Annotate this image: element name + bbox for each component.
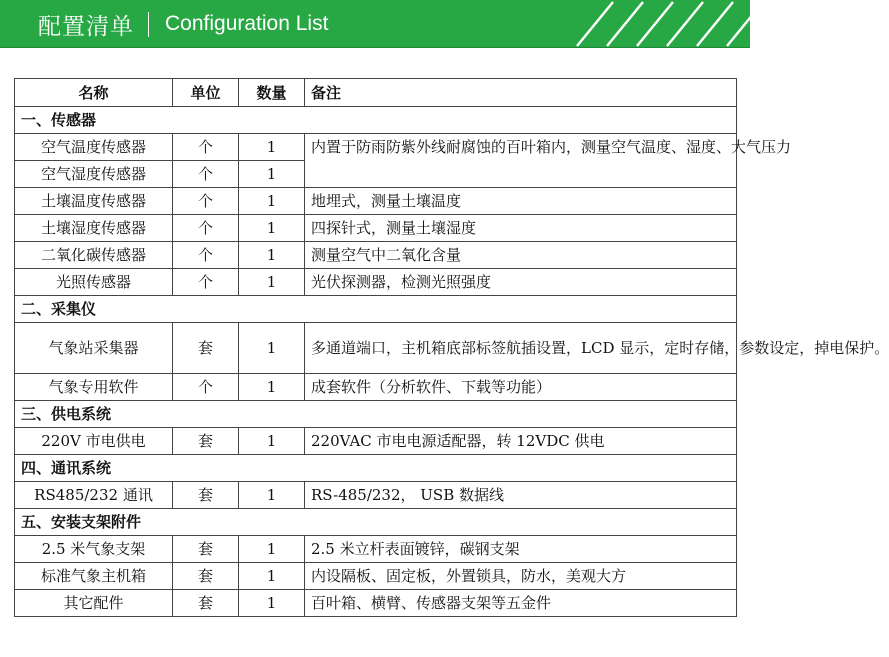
- item-unit: 个: [173, 374, 239, 401]
- item-name: 光照传感器: [15, 269, 173, 296]
- column-header-qty: 数量: [239, 79, 305, 107]
- item-note: 多通道端口，主机箱底部标签航插设置，LCD 显示，定时存储，参数设定，掉电保护。: [305, 323, 737, 374]
- item-qty: 1: [239, 242, 305, 269]
- item-name: 空气湿度传感器: [15, 161, 173, 188]
- item-note: 光伏探测器，检测光照强度: [305, 269, 737, 296]
- item-qty: 1: [239, 482, 305, 509]
- item-unit: 套: [173, 590, 239, 617]
- section-row: [15, 296, 737, 323]
- configuration-table: [14, 78, 889, 617]
- item-name: 土壤湿度传感器: [15, 215, 173, 242]
- page-title-cn: 配置清单: [38, 14, 134, 40]
- item-unit: 个: [173, 188, 239, 215]
- item-name: 土壤温度传感器: [15, 188, 173, 215]
- item-unit: 个: [173, 134, 239, 161]
- item-note: 220VAC 市电电源适配器，转 12VDC 供电: [305, 428, 737, 455]
- table-row: [15, 374, 737, 401]
- item-note: 内置于防雨防紫外线耐腐蚀的百叶箱内，测量空气温度、湿度、大气压力: [305, 134, 737, 188]
- diagonal-stripes-decoration: [555, 0, 750, 48]
- section-title: 三、供电系统: [15, 401, 737, 428]
- section-row: [15, 455, 737, 482]
- item-qty: 1: [239, 563, 305, 590]
- item-name: 二氧化碳传感器: [15, 242, 173, 269]
- table-row: [15, 134, 737, 161]
- item-unit: 个: [173, 215, 239, 242]
- section-title: 一、传感器: [15, 107, 737, 134]
- item-name: 220V 市电供电: [15, 428, 173, 455]
- table-row: [15, 215, 737, 242]
- item-unit: 个: [173, 242, 239, 269]
- item-name: 2.5 米气象支架: [15, 536, 173, 563]
- table-row: [15, 482, 737, 509]
- section-row: [15, 401, 737, 428]
- item-note: 地埋式，测量土壤温度: [305, 188, 737, 215]
- page-title-en: Configuration List: [165, 12, 329, 35]
- item-name: 标准气象主机箱: [15, 563, 173, 590]
- item-name: 其它配件: [15, 590, 173, 617]
- item-note: 测量空气中二氧化含量: [305, 242, 737, 269]
- item-unit: 套: [173, 482, 239, 509]
- item-note: 四探针式，测量土壤湿度: [305, 215, 737, 242]
- table-row: [15, 563, 737, 590]
- section-row: [15, 107, 737, 134]
- table-row: [15, 428, 737, 455]
- section-title: 二、采集仪: [15, 296, 737, 323]
- item-name: RS485/232 通讯: [15, 482, 173, 509]
- item-note: 百叶箱、横臂、传感器支架等五金件: [305, 590, 737, 617]
- item-qty: 1: [239, 269, 305, 296]
- table-row: [15, 242, 737, 269]
- table-row: [15, 536, 737, 563]
- item-qty: 1: [239, 428, 305, 455]
- item-qty: 1: [239, 161, 305, 188]
- column-header-unit: 单位: [173, 79, 239, 107]
- item-qty: 1: [239, 374, 305, 401]
- header-banner: [0, 0, 750, 48]
- item-unit: 个: [173, 161, 239, 188]
- title-divider: [148, 12, 149, 37]
- table-row: [15, 323, 737, 374]
- item-note: 内设隔板、固定板，外置锁具，防水，美观大方: [305, 563, 737, 590]
- table-header-row: [15, 79, 737, 107]
- item-qty: 1: [239, 590, 305, 617]
- item-name: 空气温度传感器: [15, 134, 173, 161]
- section-title: 四、通讯系统: [15, 455, 737, 482]
- table-row: [15, 590, 737, 617]
- item-note: RS-485/232， USB 数据线: [305, 482, 737, 509]
- item-unit: 个: [173, 269, 239, 296]
- item-unit: 套: [173, 428, 239, 455]
- section-title: 五、安装支架附件: [15, 509, 737, 536]
- item-qty: 1: [239, 215, 305, 242]
- item-unit: 套: [173, 536, 239, 563]
- column-header-name: 名称: [15, 79, 173, 107]
- item-note: 成套软件（分析软件、下载等功能）: [305, 374, 737, 401]
- item-name: 气象专用软件: [15, 374, 173, 401]
- item-qty: 1: [239, 188, 305, 215]
- table-row: [15, 269, 737, 296]
- column-header-note: 备注: [305, 79, 737, 107]
- item-name: 气象站采集器: [15, 323, 173, 374]
- item-unit: 套: [173, 323, 239, 374]
- item-qty: 1: [239, 536, 305, 563]
- table-row: [15, 188, 737, 215]
- item-qty: 1: [239, 323, 305, 374]
- item-note: 2.5 米立杆表面镀锌，碳钢支架: [305, 536, 737, 563]
- item-unit: 套: [173, 563, 239, 590]
- item-qty: 1: [239, 134, 305, 161]
- section-row: [15, 509, 737, 536]
- banner-bottom-line: [0, 47, 750, 48]
